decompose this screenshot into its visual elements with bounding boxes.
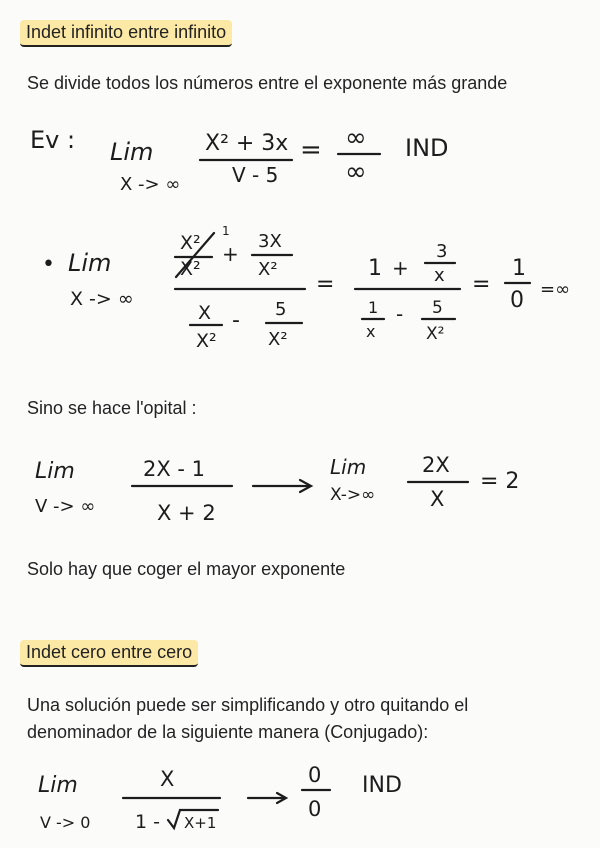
limit-subscript: X -> ∞	[70, 288, 134, 310]
term2-numerator: 3X	[258, 231, 282, 252]
result-numerator: ∞	[345, 123, 367, 153]
den-term1-denominator: X²	[196, 330, 217, 352]
conclusion-paragraph: Solo hay que coger el mayor exponente	[27, 559, 346, 579]
final-denominator: 0	[510, 288, 524, 313]
zero-denominator-prefix: 1 -	[135, 811, 160, 833]
lim-word-2: Lim	[330, 455, 367, 479]
section-heading-infinity	[20, 20, 232, 47]
section-heading-text: Indet cero entre cero	[26, 642, 193, 662]
final-result: =∞	[540, 279, 571, 300]
lhopital-formula	[0, 450, 600, 530]
section-heading-text: Indet infinito entre infinito	[26, 22, 227, 42]
fraction-numerator: X² + 3x	[205, 131, 289, 156]
intro-paragraph: Se divide todos los números entre el exponente más grande	[27, 73, 508, 93]
simplified-plus: +	[392, 256, 409, 280]
lim-word: Lim	[35, 459, 75, 484]
den-term2-denominator: X²	[268, 329, 288, 350]
lhopital-paragraph: Sino se hace l'opital :	[27, 398, 197, 418]
lim-word: Lim	[110, 138, 154, 166]
result-tag: IND	[362, 773, 402, 798]
equals-sign-2: =	[472, 272, 491, 297]
lim-word: Lim	[38, 773, 78, 798]
simplified-den2-numerator: 5	[432, 298, 443, 318]
equals-sign-1: =	[316, 272, 335, 297]
minus-sign: -	[232, 308, 240, 333]
bullet: •	[42, 252, 55, 277]
limit-subscript: V -> 0	[40, 813, 91, 832]
simplified-3-numerator: 3	[436, 241, 448, 262]
lhopital-result: = 2	[480, 469, 520, 494]
derivative-denominator: X	[430, 487, 445, 511]
simplified-minus: -	[396, 302, 404, 326]
result-numerator: 0	[308, 763, 322, 787]
den-term2-numerator: 5	[275, 299, 287, 320]
simplified-3-denominator: x	[434, 265, 445, 286]
den-term1-numerator: X	[198, 302, 212, 324]
result-tag: IND	[405, 134, 449, 162]
result-denominator: ∞	[345, 157, 367, 187]
lhopital-denominator: X + 2	[157, 501, 216, 525]
equals-sign: =	[300, 135, 322, 165]
simplified-den1-numerator: 1	[368, 298, 379, 317]
zero-numerator: X	[160, 767, 175, 791]
result-denominator: 0	[308, 797, 322, 821]
example-label: Ev :	[30, 126, 76, 154]
zero-denominator-root: X+1	[184, 814, 217, 832]
lim-word: Lim	[68, 249, 112, 277]
term1-denominator: X²	[180, 258, 201, 280]
intro-paragraph-zero: Una solución puede ser simplificando y otro quitando el denominador de la siguiente manera (Conjugado):	[27, 695, 469, 742]
zero-over-zero-formula	[0, 762, 600, 842]
plus-sign: +	[222, 242, 239, 266]
limit-subscript: X -> ∞	[120, 174, 181, 195]
fraction-denominator: V - 5	[232, 163, 279, 187]
term1-numerator: X²	[180, 232, 201, 254]
term2-denominator: X²	[258, 259, 278, 280]
simplified-den1-denominator: x	[366, 322, 376, 341]
limit-subscript: V -> ∞	[35, 496, 96, 517]
simplified-den2-denominator: X²	[426, 324, 445, 344]
section-heading-zero	[20, 640, 198, 667]
limit-subscript-2: X->∞	[330, 485, 376, 505]
example-infinity-formula	[0, 120, 600, 200]
term1-exponent: 1	[222, 224, 230, 238]
simplified-one: 1	[368, 256, 382, 281]
final-numerator: 1	[512, 256, 526, 281]
lhopital-numerator: 2X - 1	[143, 457, 206, 481]
derivative-numerator: 2X	[422, 453, 450, 477]
division-step-formula	[0, 225, 600, 355]
